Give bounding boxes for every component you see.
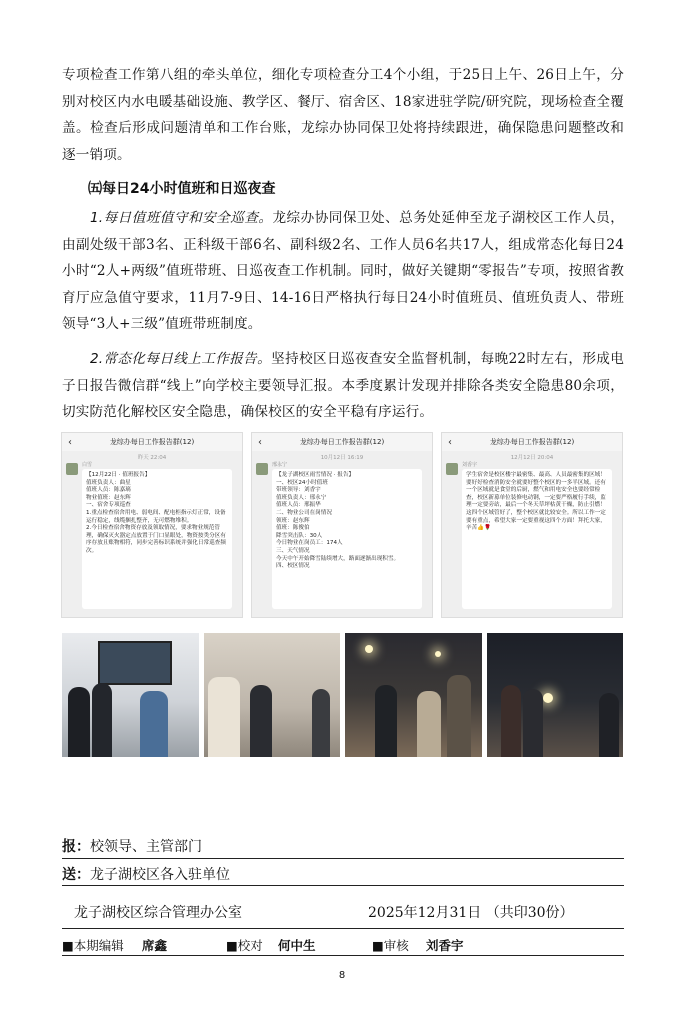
person-figure xyxy=(417,691,441,757)
person-figure xyxy=(68,687,90,757)
chat-time: 昨天 22:04 xyxy=(137,455,167,461)
chat-message: 学生宿舍是校区楼宇最密集、最高、人员最密集的区域！要好好检查消防安全就要好整个校区的一多半区域。还有一个区域就是食堂的后厨，燃气和用电安全也要经常检查，校区新募单位装修电动钢，一定要严格履行手续，监理一定要旁站，最后一个冬天草坪枯黄干燥，防止引燃！这四个区域管好了，整个校区就比较安全。所以工作一定要有重点，希望大家一定要重视这四个方面！拜托大家，辛苦👍🌹 xyxy=(462,469,612,609)
paragraph-online-report-lead: 2.常态化每日线上工作报告。 xyxy=(90,351,272,367)
chat-time: 10月12日 16:19 xyxy=(320,455,364,461)
photo-kitchen-inspection xyxy=(204,633,341,757)
proofreader-name: 何中生 xyxy=(278,938,316,953)
chat-title: 龙综办每日工作报告群(12) xyxy=(299,438,385,446)
chat-message: 【龙子湖校区雨雪情况 · 报告】 一、校区24小时值班 带班领导：刘香宇 值班负责人：邢永宁 值班人员：邢振华 二、物业公司在岗情况 领班：赵东辉 值班：陈俊伯 降雪突击队：30人 今日物业在岗员工：174人 三、天气情况 今天中午开始降雪陆续增大，路面逐渐出现积雪。 四、校区情况 xyxy=(272,469,422,609)
divider xyxy=(62,955,624,956)
photo-night-patrol xyxy=(345,633,482,757)
reviewer-name: 刘香宇 xyxy=(426,938,464,953)
inspection-photos xyxy=(62,633,623,757)
report-to-value: 校领导、主管部门 xyxy=(90,839,202,855)
back-icon: ‹ xyxy=(448,436,452,448)
issue-date: 2025年12月31日 （共印30份） xyxy=(368,905,574,921)
chat-screenshot xyxy=(441,432,623,618)
person-figure xyxy=(501,685,521,757)
send-to-label: 送： xyxy=(62,867,90,883)
back-icon: ‹ xyxy=(258,436,262,448)
avatar xyxy=(66,463,78,475)
chat-title-bar xyxy=(62,433,242,451)
send-to-value: 龙子湖校区各入驻单位 xyxy=(90,867,230,883)
reviewer-label: ■审核 xyxy=(372,938,409,953)
avatar xyxy=(256,463,268,475)
paragraph-inspection: 专项检查工作第八组的牵头单位，细化专项检查分工4个小组，于25日上午、26日上午，分别对校区内水电暖基础设施、教学区、餐厅、宿舍区、18家进驻学院/研究院，现场检查全覆盖。检查后形成问题清单和工作台账，龙综办协同保卫处将持续跟进，确保隐患问题整改和逐一销项。 xyxy=(62,67,624,163)
person-figure xyxy=(92,683,112,757)
light xyxy=(543,693,553,703)
divider xyxy=(62,928,624,929)
chat-title: 龙综办每日工作报告群(12) xyxy=(489,438,575,446)
person-figure xyxy=(250,685,272,757)
section-heading: ㈤每日24小时值班和日巡夜查 xyxy=(88,181,276,197)
chat-screenshot xyxy=(61,432,243,618)
person-figure xyxy=(208,677,240,757)
back-icon: ‹ xyxy=(68,436,72,448)
person-figure xyxy=(447,675,471,757)
editor-name: 席鑫 xyxy=(142,938,168,953)
chat-title-bar xyxy=(442,433,622,451)
photo-monitoring-room xyxy=(62,633,199,757)
person-figure xyxy=(140,691,168,757)
paragraph-duty-body: 龙综办协同保卫处、总务处延伸至龙子湖校区工作人员，由副处级干部3名、正科级干部6名、副科级2名、工作人员6名共17人，组成常态化每日24小时“2人+两级”值班带班、日巡夜查工作机制。同时，做好关键期“零报告”专项，按照省教育厅应急值守要求，11月7-9日、14-16日严格执行每日24小时值班员、值班负责人、带班领导“3人+三级”值班带班制度。 xyxy=(62,210,624,332)
chat-sender: 白雪 xyxy=(82,462,93,468)
light xyxy=(435,651,441,657)
person-figure xyxy=(599,693,619,757)
person-figure xyxy=(312,689,330,757)
monitor-wall xyxy=(98,641,172,685)
paragraph-online-report-body: 坚持校区日巡夜查安全监督机制，每晚22时左右，形成电子日报告微信群“线上”向学校主要领导汇报。本季度累计发现并排除各类安全隐患80余项，切实防范化解校区安全隐患，确保校区的安全平稳有序运行。 xyxy=(62,351,624,420)
divider xyxy=(62,885,624,886)
photo-outdoor-patrol xyxy=(487,633,624,757)
paragraph-duty-lead: 1.每日值班值守和安全巡查。 xyxy=(90,210,273,226)
paragraph-duty xyxy=(62,205,624,338)
editor-label: ■本期编辑 xyxy=(62,938,124,953)
chat-title: 龙综办每日工作报告群(12) xyxy=(109,438,195,446)
report-to-line xyxy=(62,836,202,856)
paragraph-online-report xyxy=(62,346,624,426)
chat-screenshot xyxy=(251,432,433,618)
chat-message: 【12月22日 · 值班报告】 值班负责人：曲星 值班人员：陈嘉璃 物业值班：赵东辉 一、宿舍专项巡查 1.重点检查宿舍用电、弱电间、配电柜指示灯正常，设备运行稳定，线缆捆扎整齐，无可燃物堆积。 2.今日检查宿舍物资存放及领取情况，要求物业规范管理，确保灭火器定点放置于门口显眼处，物资按类分区有序存放且账物相符，同步完善标识系统并强化日常巡查频次。 xyxy=(82,469,232,609)
divider xyxy=(62,858,624,859)
issuing-office: 龙子湖校区综合管理办公室 xyxy=(74,905,242,921)
chat-title-bar xyxy=(252,433,432,451)
light xyxy=(365,645,373,653)
chat-sender: 刘香宇 xyxy=(462,462,478,468)
chat-time: 12月12日 20:04 xyxy=(510,455,554,461)
send-to-line xyxy=(62,864,230,884)
chat-sender: 邢永宁 xyxy=(272,462,288,468)
proofreader-label: ■校对 xyxy=(226,938,263,953)
person-figure xyxy=(523,689,543,757)
page-number: 8 xyxy=(338,970,346,981)
report-to-label: 报： xyxy=(62,839,90,855)
avatar xyxy=(446,463,458,475)
chat-screenshots xyxy=(61,432,623,618)
person-figure xyxy=(375,685,397,757)
